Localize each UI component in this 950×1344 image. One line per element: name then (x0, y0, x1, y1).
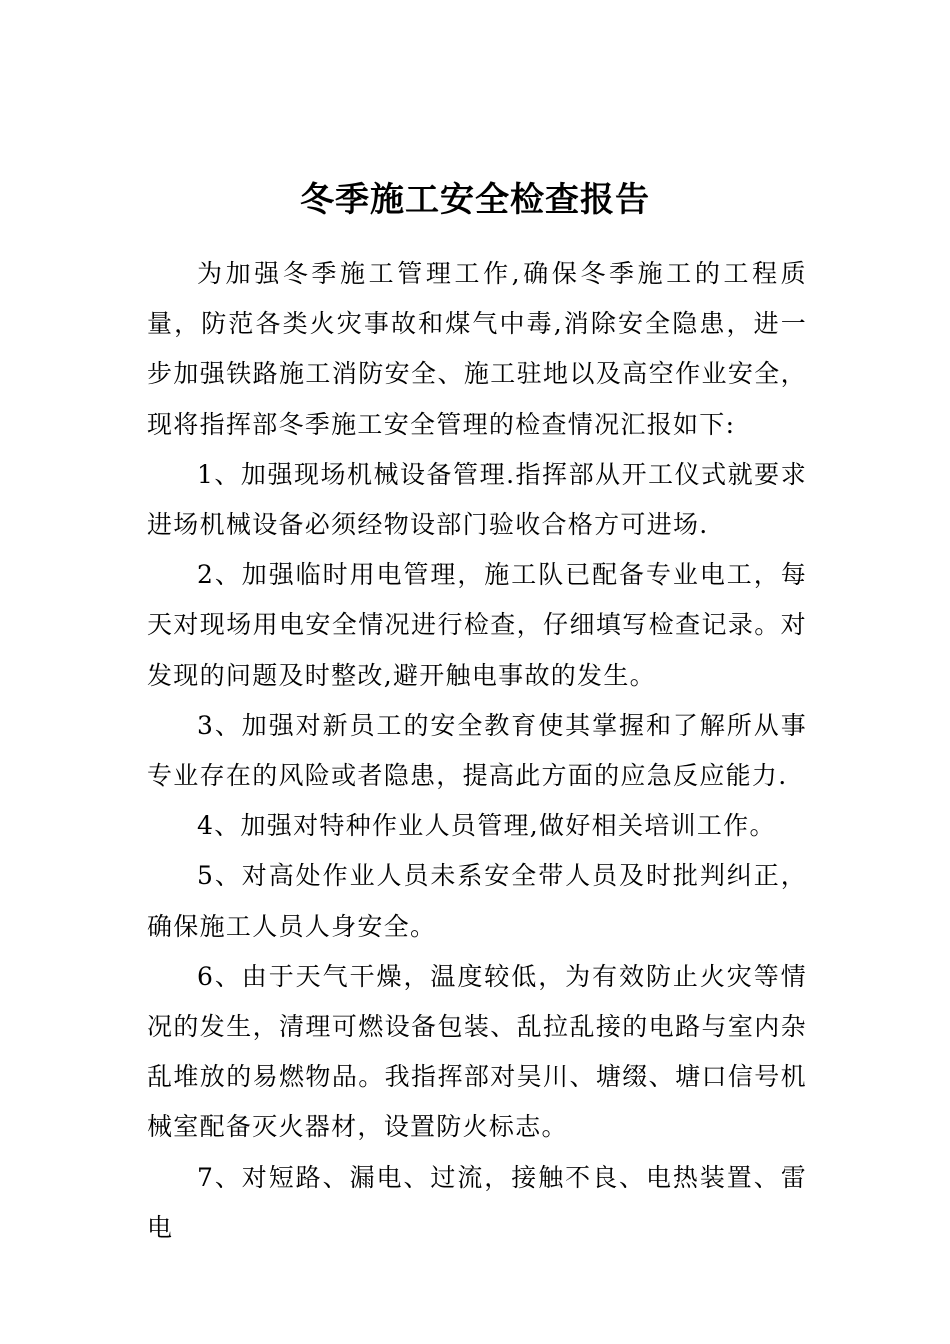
item-paragraph-4: 4、加强对特种作业人员管理,做好相关培训工作。 (197, 811, 776, 841)
intro-paragraph: 为加强冬季施工管理工作,确保冬季施工的工程质量，防范各类火灾事故和煤气中毒,消除安全隐患，进一步加强铁路施工消防安全、施工驻地以及高空作业安全，现将指挥部冬季施工安全管理的检查情况汇报如下: (147, 259, 807, 439)
document-title: 冬季施工安全检查报告 (300, 180, 650, 220)
item-paragraph-5: 5、对高处作业人员未系安全带人员及时批判纠正，确保施工人员人身安全。 (147, 861, 807, 941)
document-body (147, 249, 807, 1253)
item-paragraph-2: 2、加强临时用电管理，施工队已配备专业电工，每天对现场用电安全情况进行检查，仔细填写检查记录。对发现的问题及时整改,避开触电事故的发生。 (147, 560, 807, 690)
item-paragraph-3: 3、加强对新员工的安全教育使其掌握和了解所从事专业存在的风险或者隐患，提高此方面的应急反应能力. (147, 710, 807, 791)
item-paragraph-7: 7、对短路、漏电、过流，接触不良、电热装置、雷电 (147, 1162, 807, 1242)
item-paragraph-1: 1、加强现场机械设备管理.指挥部从开工仪式就要求进场机械设备必须经物设部门验收合格方可进场. (147, 459, 807, 540)
item-paragraph-6: 6、由于天气干燥，温度较低，为有效防止火灾等情况的发生，清理可燃设备包装、乱拉乱接的电路与室内杂乱堆放的易燃物品。我指挥部对吴川、塘缀、塘口信号机械室配备灭火器材，设置防火标志。 (147, 961, 807, 1142)
